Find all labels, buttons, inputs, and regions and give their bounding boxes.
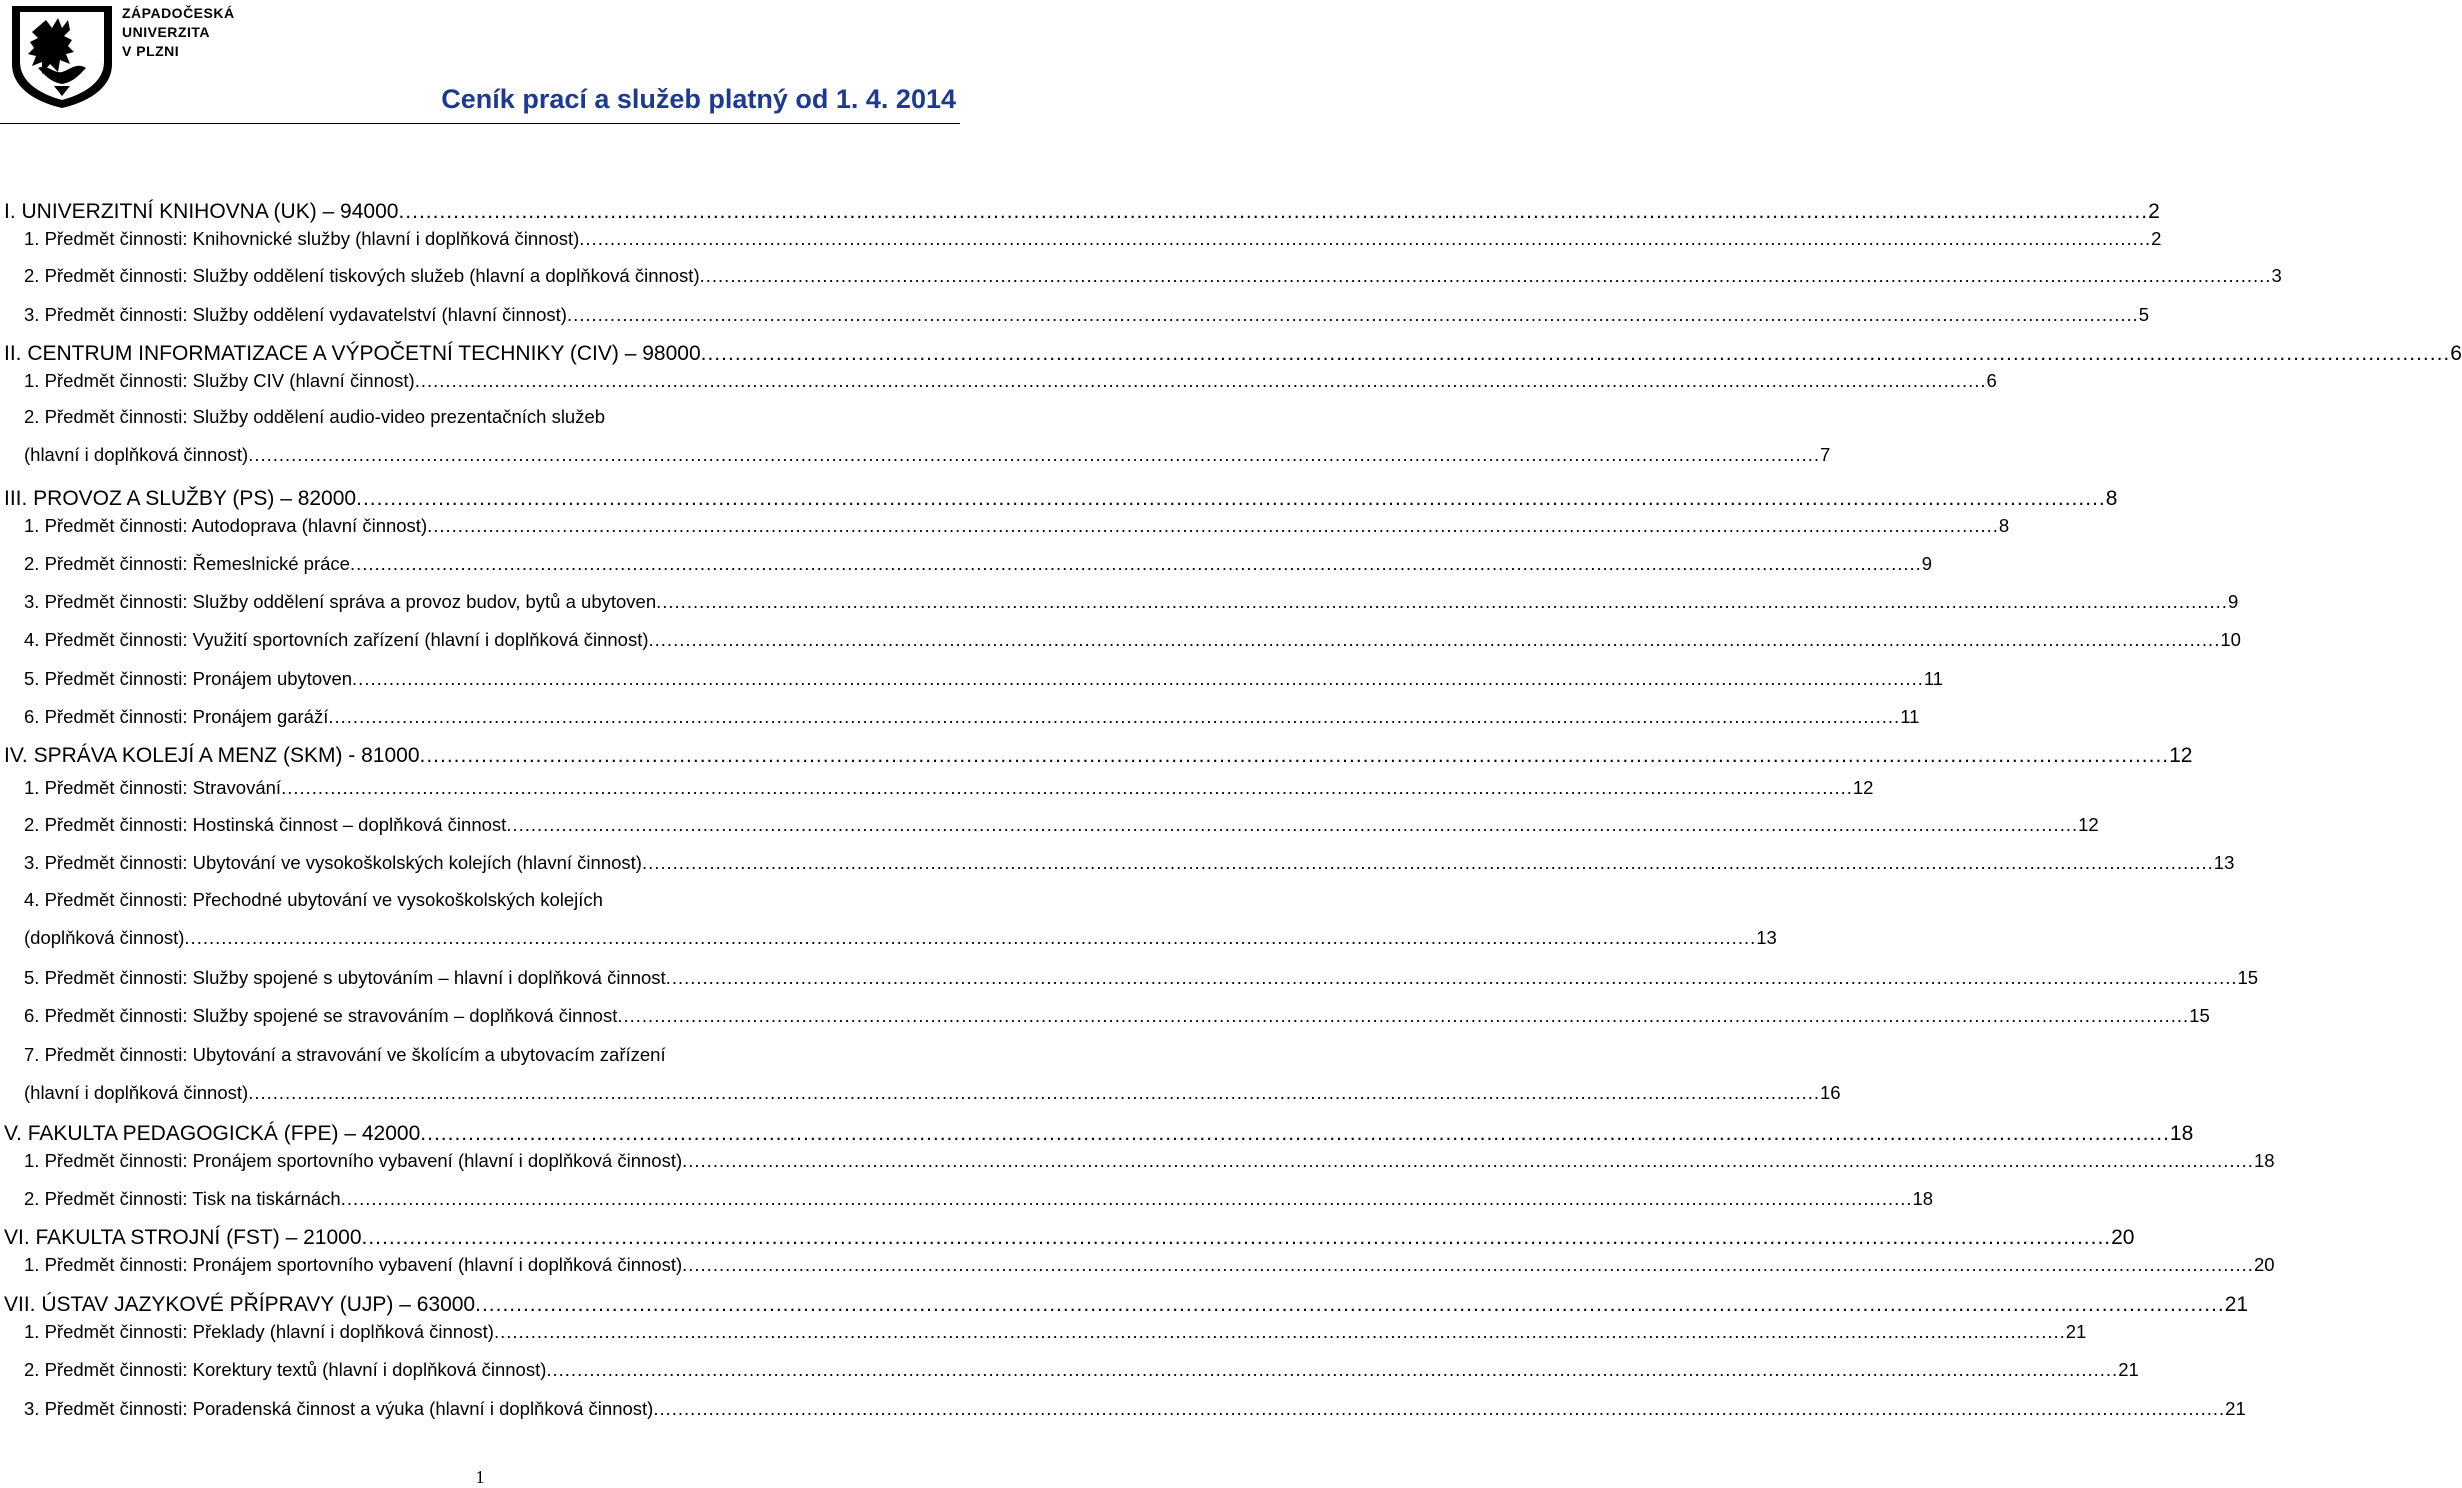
- toc-section-row[interactable]: [4, 1122, 2194, 1146]
- toc-entry-row[interactable]: [24, 852, 2235, 874]
- toc-entry-row[interactable]: [24, 591, 2239, 613]
- toc-leader-dots: [656, 591, 2228, 613]
- toc-leader-dots: [352, 668, 1924, 690]
- toc-leader-dots: [653, 1398, 2225, 1420]
- toc-page-number: 9: [2227, 591, 2239, 612]
- toc-entry-label: 5. Předmět činnosti: Služby spojené s ubytováním – hlavní i doplňková činnost: [24, 967, 666, 988]
- toc-entry-label: 2. Předmět činnosti: Korektury textů (hlavní i doplňková činnost): [24, 1359, 547, 1380]
- toc-leader-dots: [546, 1359, 2118, 1381]
- toc-leader-dots: [248, 1082, 1820, 1104]
- toc-leader-dots: [362, 1226, 2112, 1250]
- toc-section-row[interactable]: [4, 1226, 2135, 1250]
- toc-entry-row[interactable]: [24, 1005, 2210, 1027]
- toc-entry-row[interactable]: [24, 1188, 1934, 1210]
- toc-leader-dots: [248, 444, 1820, 466]
- toc-leader-dots: [427, 515, 1999, 537]
- toc-page-number: 3: [2271, 265, 2282, 286]
- toc-page-number: 12: [1852, 777, 1874, 798]
- toc-section-row[interactable]: [4, 342, 2462, 366]
- toc-entry-label: I. UNIVERZITNÍ KNIHOVNA (UK) – 94000: [4, 200, 399, 223]
- toc-entry-label: VI. FAKULTA STROJNÍ (FST) – 21000: [4, 1226, 362, 1249]
- toc-page-number: 8: [2105, 487, 2118, 510]
- toc-entry-label: 3. Předmět činnosti: Služby oddělení vydavatelství (hlavní činnost): [24, 304, 567, 325]
- toc-leader-dots: [700, 265, 2272, 287]
- toc-page-number: 21: [2118, 1359, 2139, 1380]
- toc-page-number: 11: [1923, 668, 1944, 689]
- toc-leader-dots: [579, 228, 2151, 250]
- toc-section-row[interactable]: [4, 200, 2160, 224]
- toc-entry-label: 1. Předmět činnosti: Stravování: [24, 777, 282, 798]
- toc-section-row[interactable]: [4, 744, 2193, 768]
- toc-entry-row[interactable]: [24, 629, 2241, 651]
- toc-entry-row[interactable]: [24, 1398, 2246, 1420]
- toc-page-number: 16: [1820, 1082, 1841, 1103]
- toc-entry-label: 1. Předmět činnosti: Služby CIV (hlavní činnost): [24, 370, 415, 391]
- toc-page-number: 12: [2169, 744, 2193, 767]
- toc-page-number: 2: [2148, 200, 2160, 223]
- toc-entry-row[interactable]: [24, 967, 2259, 989]
- page-number: 1: [475, 1467, 485, 1487]
- toc-page-number: 12: [2078, 814, 2099, 835]
- toc-entry-row[interactable]: [24, 668, 1944, 690]
- toc-entry-label: II. CENTRUM INFORMATIZACE A VÝPOČETNÍ TECHNIKY (CIV) – 98000: [4, 342, 701, 365]
- toc-entry-label: 5. Předmět činnosti: Pronájem ubytoven: [24, 668, 353, 689]
- toc-entry-label: 1. Předmět činnosti: Pronájem sportovního vybavení (hlavní i doplňková činnost): [24, 1150, 683, 1171]
- toc-entry-row[interactable]: [24, 228, 2162, 250]
- toc-page-number: 18: [2253, 1150, 2275, 1171]
- toc-leader-dots: [701, 342, 2451, 366]
- toc-entry-label: 2. Předmět činnosti: Služby oddělení tiskových služeb (hlavní a doplňková činnost): [24, 265, 700, 286]
- toc-page-number: 10: [2220, 629, 2241, 650]
- toc-entry-label: 3. Předmět činnosti: Služby oddělení správa a provoz budov, bytů a ubytoven: [24, 591, 657, 612]
- toc-entry-label: 3. Předmět činnosti: Poradenská činnost a výuka (hlavní i doplňková činnost): [24, 1398, 654, 1419]
- toc-page-number: 20: [2253, 1254, 2275, 1275]
- toc-entry-label: 4. Předmět činnosti: Přechodné ubytování ve vysokoškolských kolejích: [24, 889, 603, 910]
- toc-page-number: 5: [2138, 304, 2150, 325]
- toc-leader-dots: [617, 1005, 2189, 1027]
- toc-entry-row[interactable]: [24, 304, 2150, 326]
- toc-entry-row[interactable]: [24, 265, 2282, 287]
- toc-leader-dots: [666, 967, 2238, 989]
- toc-entry-label: 4. Předmět činnosti: Využití sportovních zařízení (hlavní i doplňková činnost): [24, 629, 649, 650]
- toc-entry-label: (doplňková činnost): [24, 927, 185, 948]
- toc-entry-row[interactable]: [24, 370, 1997, 392]
- toc-entry-label: 2. Předmět činnosti: Řemeslnické práce: [24, 553, 350, 574]
- toc-entry-row[interactable]: [24, 553, 1933, 575]
- toc-entry-label: 3. Předmět činnosti: Ubytování ve vysokoškolských kolejích (hlavní činnost): [24, 852, 642, 873]
- toc-entry-row[interactable]: [24, 1321, 2087, 1343]
- toc-entry-label: 1. Předmět činnosti: Překlady (hlavní i doplňková činnost): [24, 1321, 494, 1342]
- toc-leader-dots: [184, 927, 1756, 949]
- toc-entry-label: (hlavní i doplňková činnost): [24, 1082, 249, 1103]
- toc-page-number: 15: [2189, 1005, 2210, 1026]
- toc-page-number: 2: [2151, 228, 2162, 249]
- toc-page-number: 8: [1998, 515, 2010, 536]
- logo-line-2: UNIVERZITA: [122, 24, 210, 40]
- toc-leader-dots: [475, 1293, 2225, 1317]
- toc-page-number: 21: [2065, 1321, 2087, 1342]
- toc-entry-row[interactable]: [24, 444, 1831, 466]
- toc-entry-label: 1. Předmět činnosti: Knihovnické služby (hlavní i doplňková činnost): [24, 228, 580, 249]
- toc-page-number: 9: [1921, 553, 1933, 574]
- toc-entry-label: 6. Předmět činnosti: Pronájem garáží: [24, 706, 329, 727]
- toc-entry-label: 2. Předmět činnosti: Tisk na tiskárnách: [24, 1188, 341, 1209]
- toc-page-number: 20: [2111, 1226, 2135, 1249]
- toc-entry-label: V. FAKULTA PEDAGOGICKÁ (FPE) – 42000: [4, 1122, 421, 1145]
- toc-page-number: 21: [2224, 1293, 2249, 1316]
- toc-leader-dots: [642, 852, 2214, 874]
- toc-leader-dots: [415, 370, 1987, 392]
- toc-entry-row[interactable]: [24, 1150, 2275, 1172]
- toc-page-number: 13: [2213, 852, 2235, 873]
- toc-entry-label: 6. Předmět činnosti: Služby spojené se stravováním – doplňková činnost: [24, 1005, 618, 1026]
- toc-entry-label: VII. ÚSTAV JAZYKOVÉ PŘÍPRAVY (UJP) – 63000: [4, 1293, 476, 1316]
- toc-page-number: 15: [2237, 967, 2259, 988]
- page-title: Ceník prací a služeb platný od 1. 4. 2014: [441, 84, 956, 114]
- toc-page-number: 18: [1912, 1188, 1934, 1209]
- toc-leader-dots: [356, 487, 2106, 511]
- toc-entry-label: 7. Předmět činnosti: Ubytování a stravování ve školícím a ubytovacím zařízení: [24, 1044, 666, 1065]
- toc-page-number: 21: [2225, 1398, 2246, 1419]
- toc-leader-dots: [341, 1188, 1913, 1210]
- toc-entry-row[interactable]: [24, 927, 1777, 949]
- toc-entry-label: 2. Předmět činnosti: Hostinská činnost – doplňková činnost: [24, 814, 507, 835]
- toc-leader-dots: [682, 1150, 2254, 1172]
- toc-entry-row[interactable]: [24, 515, 2010, 537]
- toc-section-row[interactable]: [4, 487, 2118, 511]
- toc-entry-label: (hlavní i doplňková činnost): [24, 444, 249, 465]
- logo-line-1: ZÁPADOČESKÁ: [122, 5, 235, 21]
- toc-leader-dots: [420, 1122, 2170, 1146]
- toc-leader-dots: [494, 1321, 2066, 1343]
- toc-entry-label: III. PROVOZ A SLUŽBY (PS) – 82000: [4, 487, 357, 510]
- toc-leader-dots: [567, 304, 2139, 326]
- toc-leader-dots: [398, 200, 2148, 224]
- toc-entry-row[interactable]: [24, 814, 2099, 836]
- toc-leader-dots: [328, 706, 1900, 728]
- toc-page-number: 18: [2169, 1122, 2194, 1145]
- toc-entry-label: 2. Předmět činnosti: Služby oddělení audio-video prezentačních služeb: [24, 406, 606, 427]
- toc-leader-dots: [649, 629, 2221, 651]
- logo-line-3: V PLZNI: [122, 43, 180, 59]
- toc-entry-label: 1. Předmět činnosti: Pronájem sportovního vybavení (hlavní i doplňková činnost): [24, 1254, 683, 1275]
- toc-entry-row[interactable]: [24, 1082, 1841, 1104]
- toc-page-number: 13: [1756, 927, 1777, 948]
- toc-page-number: 6: [1986, 370, 1997, 391]
- toc-leader-dots: [682, 1254, 2254, 1276]
- toc-entry-row[interactable]: [24, 706, 1920, 728]
- toc-entry-row[interactable]: [24, 1254, 2275, 1276]
- toc-entry-row[interactable]: [24, 777, 1874, 799]
- toc-entry-label: 1. Předmět činnosti: Autodoprava (hlavní činnost): [24, 515, 428, 536]
- toc-leader-dots: [420, 744, 2170, 768]
- toc-page-number: 6: [2450, 342, 2462, 365]
- toc-page-number: 11: [1900, 706, 1920, 727]
- toc-page-number: 7: [1820, 444, 1831, 465]
- toc-entry-row[interactable]: [24, 1359, 2139, 1381]
- toc-entry-label: IV. SPRÁVA KOLEJÍ A MENZ (SKM) - 81000: [4, 744, 420, 767]
- toc-leader-dots: [281, 777, 1853, 799]
- toc-leader-dots: [506, 814, 2078, 836]
- toc-section-row[interactable]: [4, 1293, 2249, 1317]
- toc-leader-dots: [350, 553, 1922, 575]
